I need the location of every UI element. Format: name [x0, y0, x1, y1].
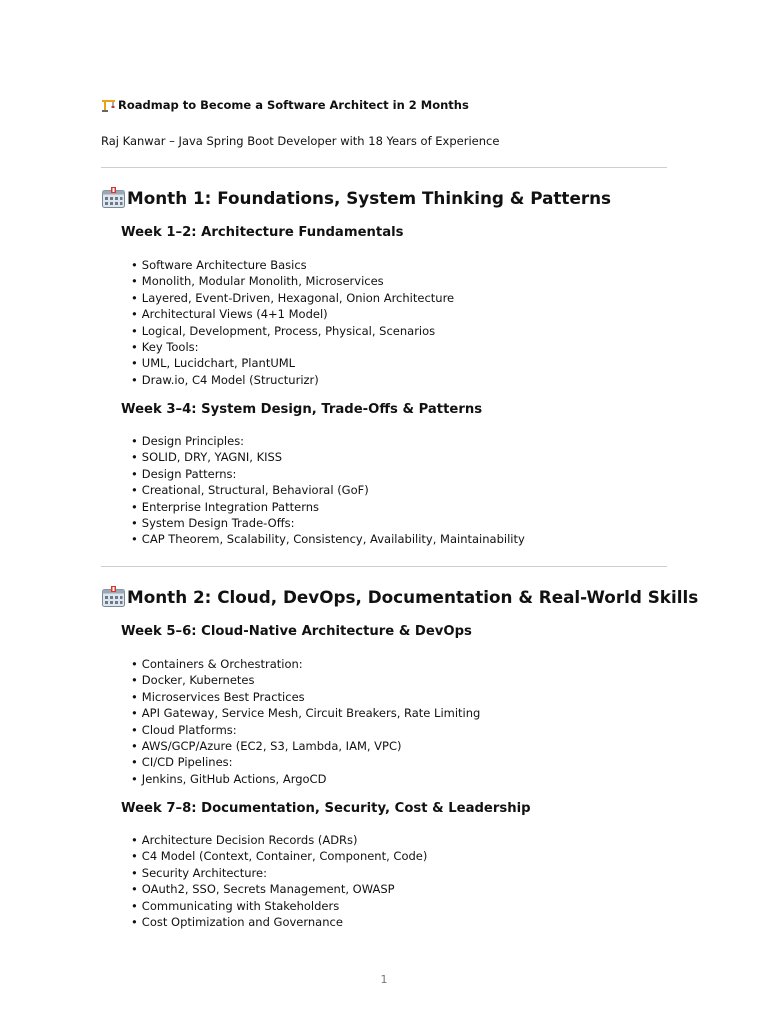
- document-title: [101, 98, 469, 112]
- list-item: • Creational, Structural, Behavioral (GoF): [131, 482, 525, 498]
- list-item: • AWS/GCP/Azure (EC2, S3, Lambda, IAM, VPC): [131, 738, 480, 754]
- list-item: • Enterprise Integration Patterns: [131, 499, 525, 515]
- list-item: • OAuth2, SSO, Secrets Management, OWASP: [131, 881, 427, 897]
- list-item: • Monolith, Modular Monolith, Microservices: [131, 273, 454, 289]
- author-line: Raj Kanwar – Java Spring Boot Developer with 18 Years of Experience: [101, 134, 500, 148]
- calendar-icon: [101, 586, 126, 608]
- list-item: • Security Architecture:: [131, 865, 427, 881]
- list-item: • Docker, Kubernetes: [131, 672, 480, 688]
- list-item: • API Gateway, Service Mesh, Circuit Breakers, Rate Limiting: [131, 705, 480, 721]
- divider: [101, 167, 667, 168]
- week-heading: Week 5–6: Cloud-Native Architecture & DevOps: [121, 624, 472, 639]
- list-item: • Logical, Development, Process, Physical, Scenarios: [131, 323, 454, 339]
- list-item: • C4 Model (Context, Container, Component, Code): [131, 848, 427, 864]
- calendar-icon: [101, 187, 126, 209]
- list-item: • Architecture Decision Records (ADRs): [131, 832, 427, 848]
- week-item-list: [131, 257, 454, 388]
- list-item: • Architectural Views (4+1 Model): [131, 306, 454, 322]
- list-item: • Software Architecture Basics: [131, 257, 454, 273]
- list-item: • System Design Trade-Offs:: [131, 515, 525, 531]
- week-heading: Week 7–8: Documentation, Security, Cost & Leadership: [121, 801, 531, 816]
- divider: [101, 566, 667, 567]
- week-heading: Week 3–4: System Design, Trade-Offs & Patterns: [121, 402, 483, 417]
- list-item: • Jenkins, GitHub Actions, ArgoCD: [131, 771, 480, 787]
- week-item-list: [131, 656, 480, 787]
- week-item-list: [131, 433, 525, 548]
- list-item: • CI/CD Pipelines:: [131, 754, 480, 770]
- month-title: Month 1: Foundations, System Thinking & Patterns: [127, 188, 612, 208]
- construction-crane-icon: [101, 98, 117, 112]
- list-item: • SOLID, DRY, YAGNI, KISS: [131, 449, 525, 465]
- list-item: • Design Principles:: [131, 433, 525, 449]
- page-number: 1: [380, 973, 388, 986]
- list-item: • Communicating with Stakeholders: [131, 898, 427, 914]
- list-item: • Containers & Orchestration:: [131, 656, 480, 672]
- month-title: Month 2: Cloud, DevOps, Documentation & Real-World Skills: [127, 587, 699, 607]
- list-item: • Layered, Event-Driven, Hexagonal, Onion Architecture: [131, 290, 454, 306]
- list-item: • CAP Theorem, Scalability, Consistency, Availability, Maintainability: [131, 531, 525, 547]
- list-item: • Draw.io, C4 Model (Structurizr): [131, 372, 454, 388]
- list-item: • UML, Lucidchart, PlantUML: [131, 355, 454, 371]
- week-heading: Week 1–2: Architecture Fundamentals: [121, 225, 404, 240]
- list-item: • Microservices Best Practices: [131, 689, 480, 705]
- list-item: • Cloud Platforms:: [131, 722, 480, 738]
- month-heading: [101, 187, 611, 209]
- list-item: • Cost Optimization and Governance: [131, 914, 427, 930]
- month-heading: [101, 586, 698, 608]
- list-item: • Key Tools:: [131, 339, 454, 355]
- list-item: • Design Patterns:: [131, 466, 525, 482]
- document-title-text: Roadmap to Become a Software Architect in 2 Months: [118, 98, 469, 112]
- week-item-list: [131, 832, 427, 930]
